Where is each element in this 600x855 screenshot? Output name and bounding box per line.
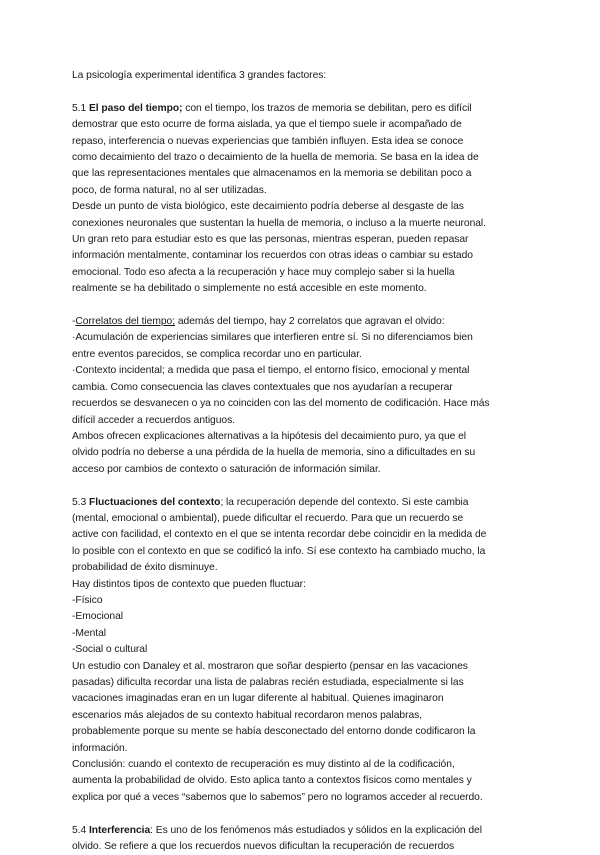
intro-line: La psicología experimental identifica 3 grandes factores: bbox=[72, 70, 327, 81]
section-title: El paso del tiempo; bbox=[88, 102, 183, 114]
list-item: -Social o cultural bbox=[72, 644, 148, 656]
paragraph-line: olvido. Se refiere a que los recuerdos nuevos dificultan la recuperación de recuerdos bbox=[72, 841, 455, 853]
paragraph-line: con el tiempo, los trazos de memoria se debilitan, pero es difícil bbox=[182, 102, 472, 114]
paragraph-line: como decaimiento del trazo o decaimiento de la huella de memoria. Se basa en la idea de bbox=[72, 152, 479, 164]
section-number: 5.4 bbox=[72, 824, 89, 836]
paragraph-line: probablemente porque su mente se había desconectado del entorno donde codificaron la bbox=[72, 726, 476, 738]
section-title: Fluctuaciones del contexto bbox=[88, 496, 221, 508]
paragraph-line: Ambos ofrecen explicaciones alternativas a la hipótesis del decaimiento puro, ya que el bbox=[72, 430, 467, 442]
paragraph-line: ; la recuperación depende del contexto. Si este cambia bbox=[220, 496, 469, 508]
list-item: -Emocional bbox=[72, 611, 124, 623]
paragraph-line: que las representaciones mentales que almacenamos en la memoria se debilitan poco a bbox=[72, 168, 472, 180]
paragraph-line: olvido podría no deberse a una pérdida de la huella de memoria, sino a dificultades en su bbox=[72, 447, 476, 459]
paragraph-line: pasadas) dificulta recordar una lista de palabras recién estudiada, especialmente si las bbox=[72, 676, 464, 688]
paragraph-line: lo posible con el contexto en que se codificó la info. Sí ese contexto ha cambiado mucho, la bbox=[72, 545, 486, 557]
paragraph-line: repaso, interferencia o nuevas experiencias que también influyen. Esta idea se conoce bbox=[72, 135, 464, 147]
paragraph-line: Un estudio con Danaley et al. mostraron que soñar despierto (pensar en las vacaciones bbox=[72, 660, 468, 672]
paragraph-line: además del tiempo, hay 2 correlatos que agravan el olvido: bbox=[175, 316, 445, 328]
paragraph-line: aumenta la probabilidad de olvido. Esto aplica tanto a contextos físicos como mentales y bbox=[72, 775, 472, 787]
section-title: Interferencia bbox=[88, 824, 151, 836]
section-number: 5.1 bbox=[72, 102, 89, 114]
paragraph-line: demostrar que esto ocurre de forma aislada, ya que el tiempo suele ir acompañado de bbox=[72, 119, 462, 131]
section-5-4-first-line bbox=[72, 823, 530, 839]
paragraph-line: ·Acumulación de experiencias similares que interfieren entre sí. Si no diferenciamos bien bbox=[72, 332, 473, 344]
dash: - bbox=[72, 316, 76, 328]
paragraph-line: información. bbox=[72, 742, 128, 754]
paragraph-line: cambia. Como consecuencia las claves contextuales que nos ayudarían a recuperar bbox=[72, 381, 453, 393]
paragraph-line: ·Contexto incidental; a medida que pasa el tiempo, el entorno físico, emocional y mental bbox=[72, 365, 470, 377]
paragraph-line: : Es uno de los fenómenos más estudiados y sólidos en la explicación del bbox=[150, 824, 482, 836]
paragraph-line: conexiones neuronales que sustentan la huella de memoria, o incluso a la muerte neuronal. bbox=[72, 217, 486, 229]
correlatos-first-line bbox=[72, 314, 530, 330]
paragraph-line: active con facilidad, el contexto en el que se intenta recordar debe coincidir en la medida de bbox=[72, 529, 487, 541]
paragraph-line: emocional. Todo eso afecta a la recuperación y hace muy complejo saber si la huella bbox=[72, 266, 455, 278]
section-5-1-first-line bbox=[72, 101, 530, 117]
paragraph-line: entre eventos parecidos, se complica recordar uno en particular. bbox=[72, 348, 362, 360]
paragraph-line: recuerdos se desvanecen o ya no coinciden con las del momento de codificación. Hace más bbox=[72, 398, 490, 410]
paragraph-line: escenarios más alejados de su contexto habitual recordaron menos palabras, bbox=[72, 709, 423, 721]
paragraph-line: vacaciones imaginadas eran en un lugar diferente al habitual. Quienes imaginaron bbox=[72, 693, 444, 705]
section-5-3-first-line bbox=[72, 495, 530, 511]
correlatos-title: Correlatos del tiempo; bbox=[75, 316, 176, 328]
paragraph-line: Desde un punto de vista biológico, este decaimiento podría deberse al desgaste de las bbox=[72, 201, 464, 213]
paragraph-line: (mental, emocional o ambiental), puede dificultar el recuerdo. Para que un recuerdo se bbox=[72, 512, 464, 524]
paragraph-line: realmente se ha debilitado o simplemente no está accesible en este momento. bbox=[72, 283, 427, 295]
section-number: 5.3 bbox=[72, 496, 89, 508]
paragraph-line: Conclusión: cuando el contexto de recuperación es muy distinto al de la codificación, bbox=[72, 759, 455, 771]
paragraph-line: poco, de forma natural, no al ser utilizadas. bbox=[72, 184, 267, 196]
paragraph-line: Hay distintos tipos de contexto que pueden fluctuar: bbox=[72, 578, 306, 590]
list-item: -Físico bbox=[72, 594, 103, 606]
paragraph-line: explica por qué a veces “sabemos que lo sabemos” pero no logramos acceder al recuerdo. bbox=[72, 791, 483, 803]
paragraph-line: Un gran reto para estudiar esto es que las personas, mientras esperan, pueden repasar bbox=[72, 234, 469, 246]
paragraph-line: acceso por cambios de contexto o saturación de información similar. bbox=[72, 463, 381, 475]
list-item: -Mental bbox=[72, 627, 106, 639]
document-page bbox=[72, 68, 530, 855]
paragraph-line: difícil acceder a recuerdos antiguos. bbox=[72, 414, 235, 426]
paragraph-line: información mentalmente, contaminar los recuerdos con otras ideas o cambiar su estado bbox=[72, 250, 473, 262]
paragraph-line: probabilidad de éxito disminuye. bbox=[72, 562, 218, 574]
